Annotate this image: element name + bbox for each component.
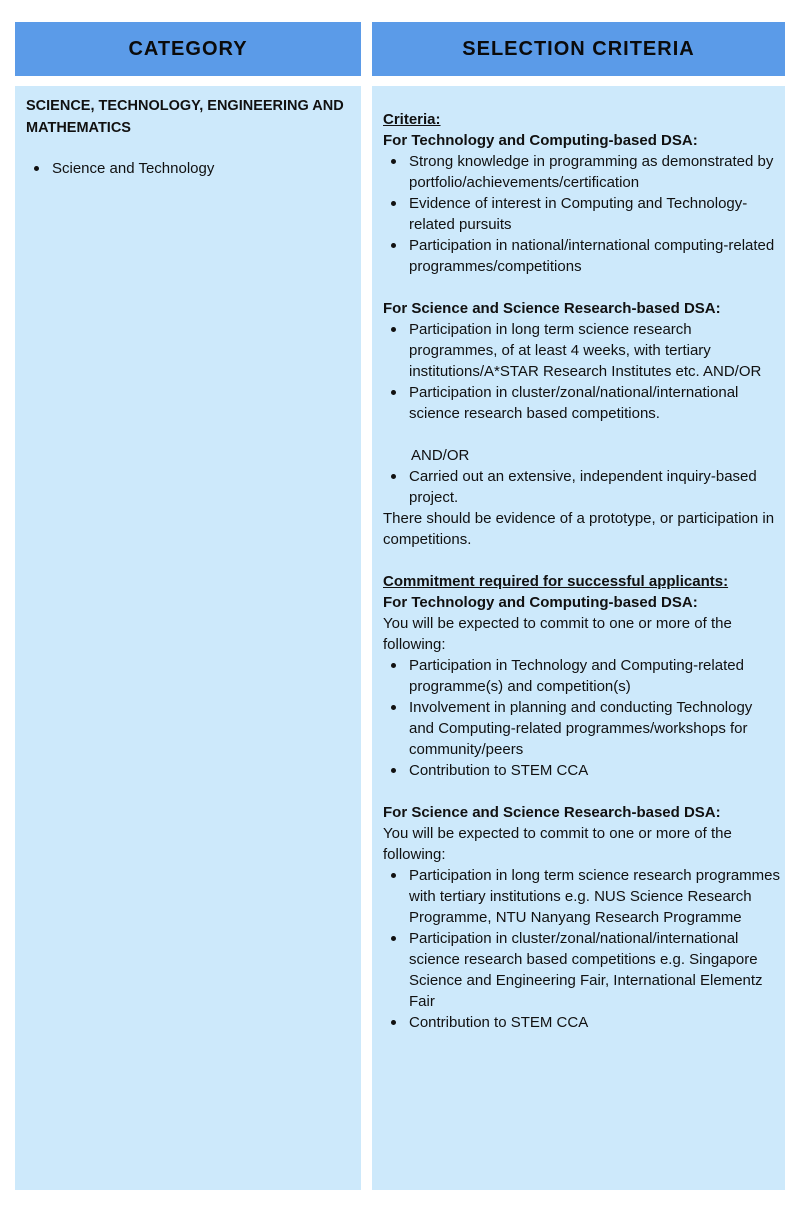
- criteria-label: Criteria:: [383, 111, 441, 128]
- list-item: Participation in long term science research programmes, of at least 4 weeks, with tertiary institutions/A*STAR Research Institutes etc. AND/OR: [383, 319, 781, 382]
- commitment-label: Commitment required for successful applicants:: [383, 573, 729, 590]
- list-item: Involvement in planning and conducting Technology and Computing-related programmes/workshops for community/peers: [383, 697, 781, 760]
- list-item: Strong knowledge in programming as demonstrated by portfolio/achievements/certification: [383, 151, 781, 193]
- evidence-note: There should be evidence of a prototype, or participation in competitions.: [383, 510, 775, 548]
- list-item: Science and Technology: [26, 158, 214, 179]
- list-item: Contribution to STEM CCA: [383, 760, 781, 781]
- tech-criteria-heading: For Technology and Computing-based DSA:: [383, 132, 698, 149]
- tech-commitment-intro: You will be expected to commit to one or more of the following:: [383, 615, 732, 653]
- list-item: Contribution to STEM CCA: [383, 1012, 781, 1033]
- category-title: SCIENCE, TECHNOLOGY, ENGINEERING AND MATHEMATICS: [26, 98, 344, 136]
- sci-criteria-heading: For Science and Science Research-based DSA:: [383, 300, 721, 317]
- sci-commitment-heading: For Science and Science Research-based DSA:: [383, 804, 721, 821]
- sci-criteria-list: [383, 319, 781, 424]
- tech-commitment-heading: For Technology and Computing-based DSA:: [383, 594, 698, 611]
- category-header: CATEGORY: [15, 22, 361, 76]
- criteria-content: [383, 109, 781, 1033]
- sci-criteria-list-2: [383, 466, 781, 508]
- list-item: Participation in national/international computing-related programmes/competitions: [383, 235, 781, 277]
- category-column: [15, 86, 361, 1190]
- list-item: Participation in cluster/zonal/national/international science research based competitions.: [383, 382, 781, 424]
- sci-commitment-list: [383, 865, 781, 1033]
- list-item: Carried out an extensive, independent inquiry-based project.: [383, 466, 781, 508]
- list-item: Evidence of interest in Computing and Technology-related pursuits: [383, 193, 781, 235]
- list-item: Participation in Technology and Computing-related programme(s) and competition(s): [383, 655, 781, 697]
- tech-commitment-list: [383, 655, 781, 781]
- selection-criteria-header: SELECTION CRITERIA: [372, 22, 785, 76]
- criteria-column: [372, 86, 785, 1190]
- list-item: Participation in cluster/zonal/national/international science research based competitions e.g. Singapore Science and Engineering Fair, International Elementz Fair: [383, 928, 781, 1012]
- list-item: Participation in long term science research programmes with tertiary institutions e.g. NUS Science Research Programme, NTU Nanyang Research Programme: [383, 865, 781, 928]
- category-list: [26, 158, 214, 179]
- sci-commitment-intro: You will be expected to commit to one or more of the following:: [383, 825, 732, 863]
- tech-criteria-list: [383, 151, 781, 277]
- and-or-text: AND/OR: [411, 447, 470, 464]
